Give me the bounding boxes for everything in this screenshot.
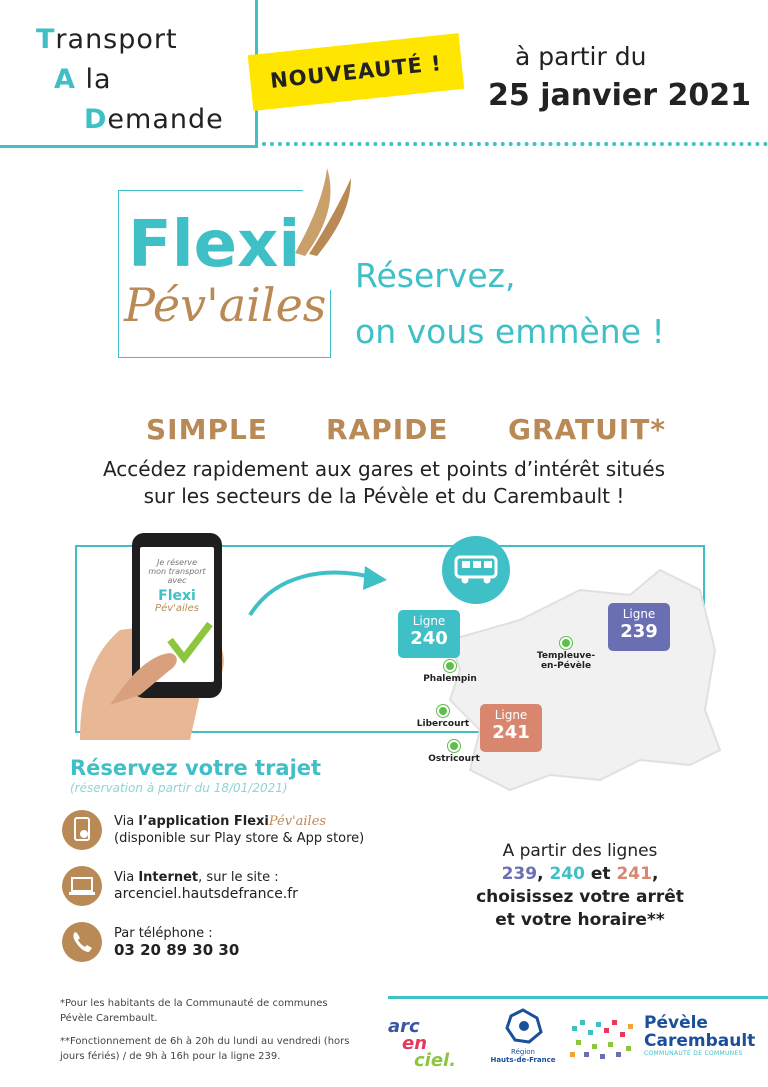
tad-line-transport: Transport: [36, 24, 178, 55]
arc-en-ciel-logo: arc en ciel.: [388, 1016, 457, 1071]
ligne-240-badge: Ligne 240: [398, 610, 460, 658]
laptop-icon: [62, 866, 102, 906]
ligne-241-badge: Ligne 241: [480, 704, 542, 752]
logo-frame-top: [118, 190, 303, 191]
region-hdf-logo: Région Hauts-de-France: [488, 1008, 558, 1064]
reservation-title: Réservez votre trajet: [70, 756, 322, 780]
website-link[interactable]: arcenciel.hautsdefrance.fr: [114, 886, 298, 902]
pin-icon: [560, 637, 572, 649]
nouveaute-badge: NOUVEAUTÉ !: [248, 33, 465, 111]
pin-icon: [444, 660, 456, 672]
footnote-2: **Fonctionnement de 6h à 20h du lundi au vendredi (hors jours fériés) / de 9h à 16h pour la ligne 239.: [60, 1036, 350, 1062]
keyword-simple: SIMPLE: [146, 413, 268, 446]
arrow-icon: [245, 560, 395, 620]
stop-ostricourt: Ostricourt: [424, 740, 484, 764]
phone-screen-text: Je réserve mon transport avec Flexi Pév'ailes: [148, 558, 206, 614]
pevele-carembault-logo: Pévèle Carembault COMMUNAUTÉ DE COMMUNES: [644, 1013, 756, 1057]
tagline-line1: Réservez,: [355, 256, 516, 295]
phone-number-link[interactable]: 03 20 89 30 30: [114, 941, 240, 959]
stop-templeuve: Templeuve-en-Pévèle: [536, 637, 596, 671]
pevele-dots-icon: [568, 1016, 640, 1064]
stop-phalempin: Phalempin: [420, 660, 480, 684]
pin-icon: [448, 740, 460, 752]
ligne-239-badge: Ligne 239: [608, 603, 670, 651]
lignes-info: A partir des lignes 239, 240 et 241, choisissez votre arrêt et votre horaire**: [476, 841, 684, 930]
reservation-phone: Par téléphone : 03 20 89 30 30: [114, 926, 240, 959]
logo-frame-right: [330, 290, 331, 358]
logo-flexi: Flexi: [128, 208, 301, 282]
pin-icon: [437, 705, 449, 717]
footnote-1: *Pour les habitants de la Communauté de communes Pévèle Carembault.: [60, 998, 328, 1024]
bus-icon: [442, 536, 510, 604]
phone-icon: [62, 922, 102, 962]
reservation-app: Via l’application FlexiPév'ailes (disponible sur Play store & App store): [114, 814, 365, 846]
logo-pevailes: Pév'ailes: [124, 278, 327, 332]
stop-libercourt: Libercourt: [413, 705, 473, 729]
reservation-internet: Via Internet, sur le site : arcenciel.hautsdefrance.fr: [114, 870, 298, 902]
dotted-divider: [262, 142, 768, 146]
reservation-subtitle: (réservation à partir du 18/01/2021): [70, 781, 288, 795]
tagline-line2: on vous emmène !: [355, 312, 665, 351]
tad-line-demande: Demande: [84, 104, 224, 135]
tad-line-a-la: A la: [54, 64, 112, 95]
description-line2: sur les secteurs de la Pévèle et du Carembault !: [143, 484, 625, 508]
date-intro: à partir du: [515, 42, 647, 71]
smartphone-touch-icon: [62, 810, 102, 850]
keyword-gratuit: GRATUIT*: [508, 413, 667, 446]
description-line1: Accédez rapidement aux gares et points d’intérêt situés: [102, 457, 666, 481]
footer-divider: [388, 996, 768, 999]
keyword-rapide: RAPIDE: [326, 413, 449, 446]
region-hdf-icon: [503, 1008, 543, 1044]
launch-date: 25 janvier 2021: [488, 78, 751, 113]
